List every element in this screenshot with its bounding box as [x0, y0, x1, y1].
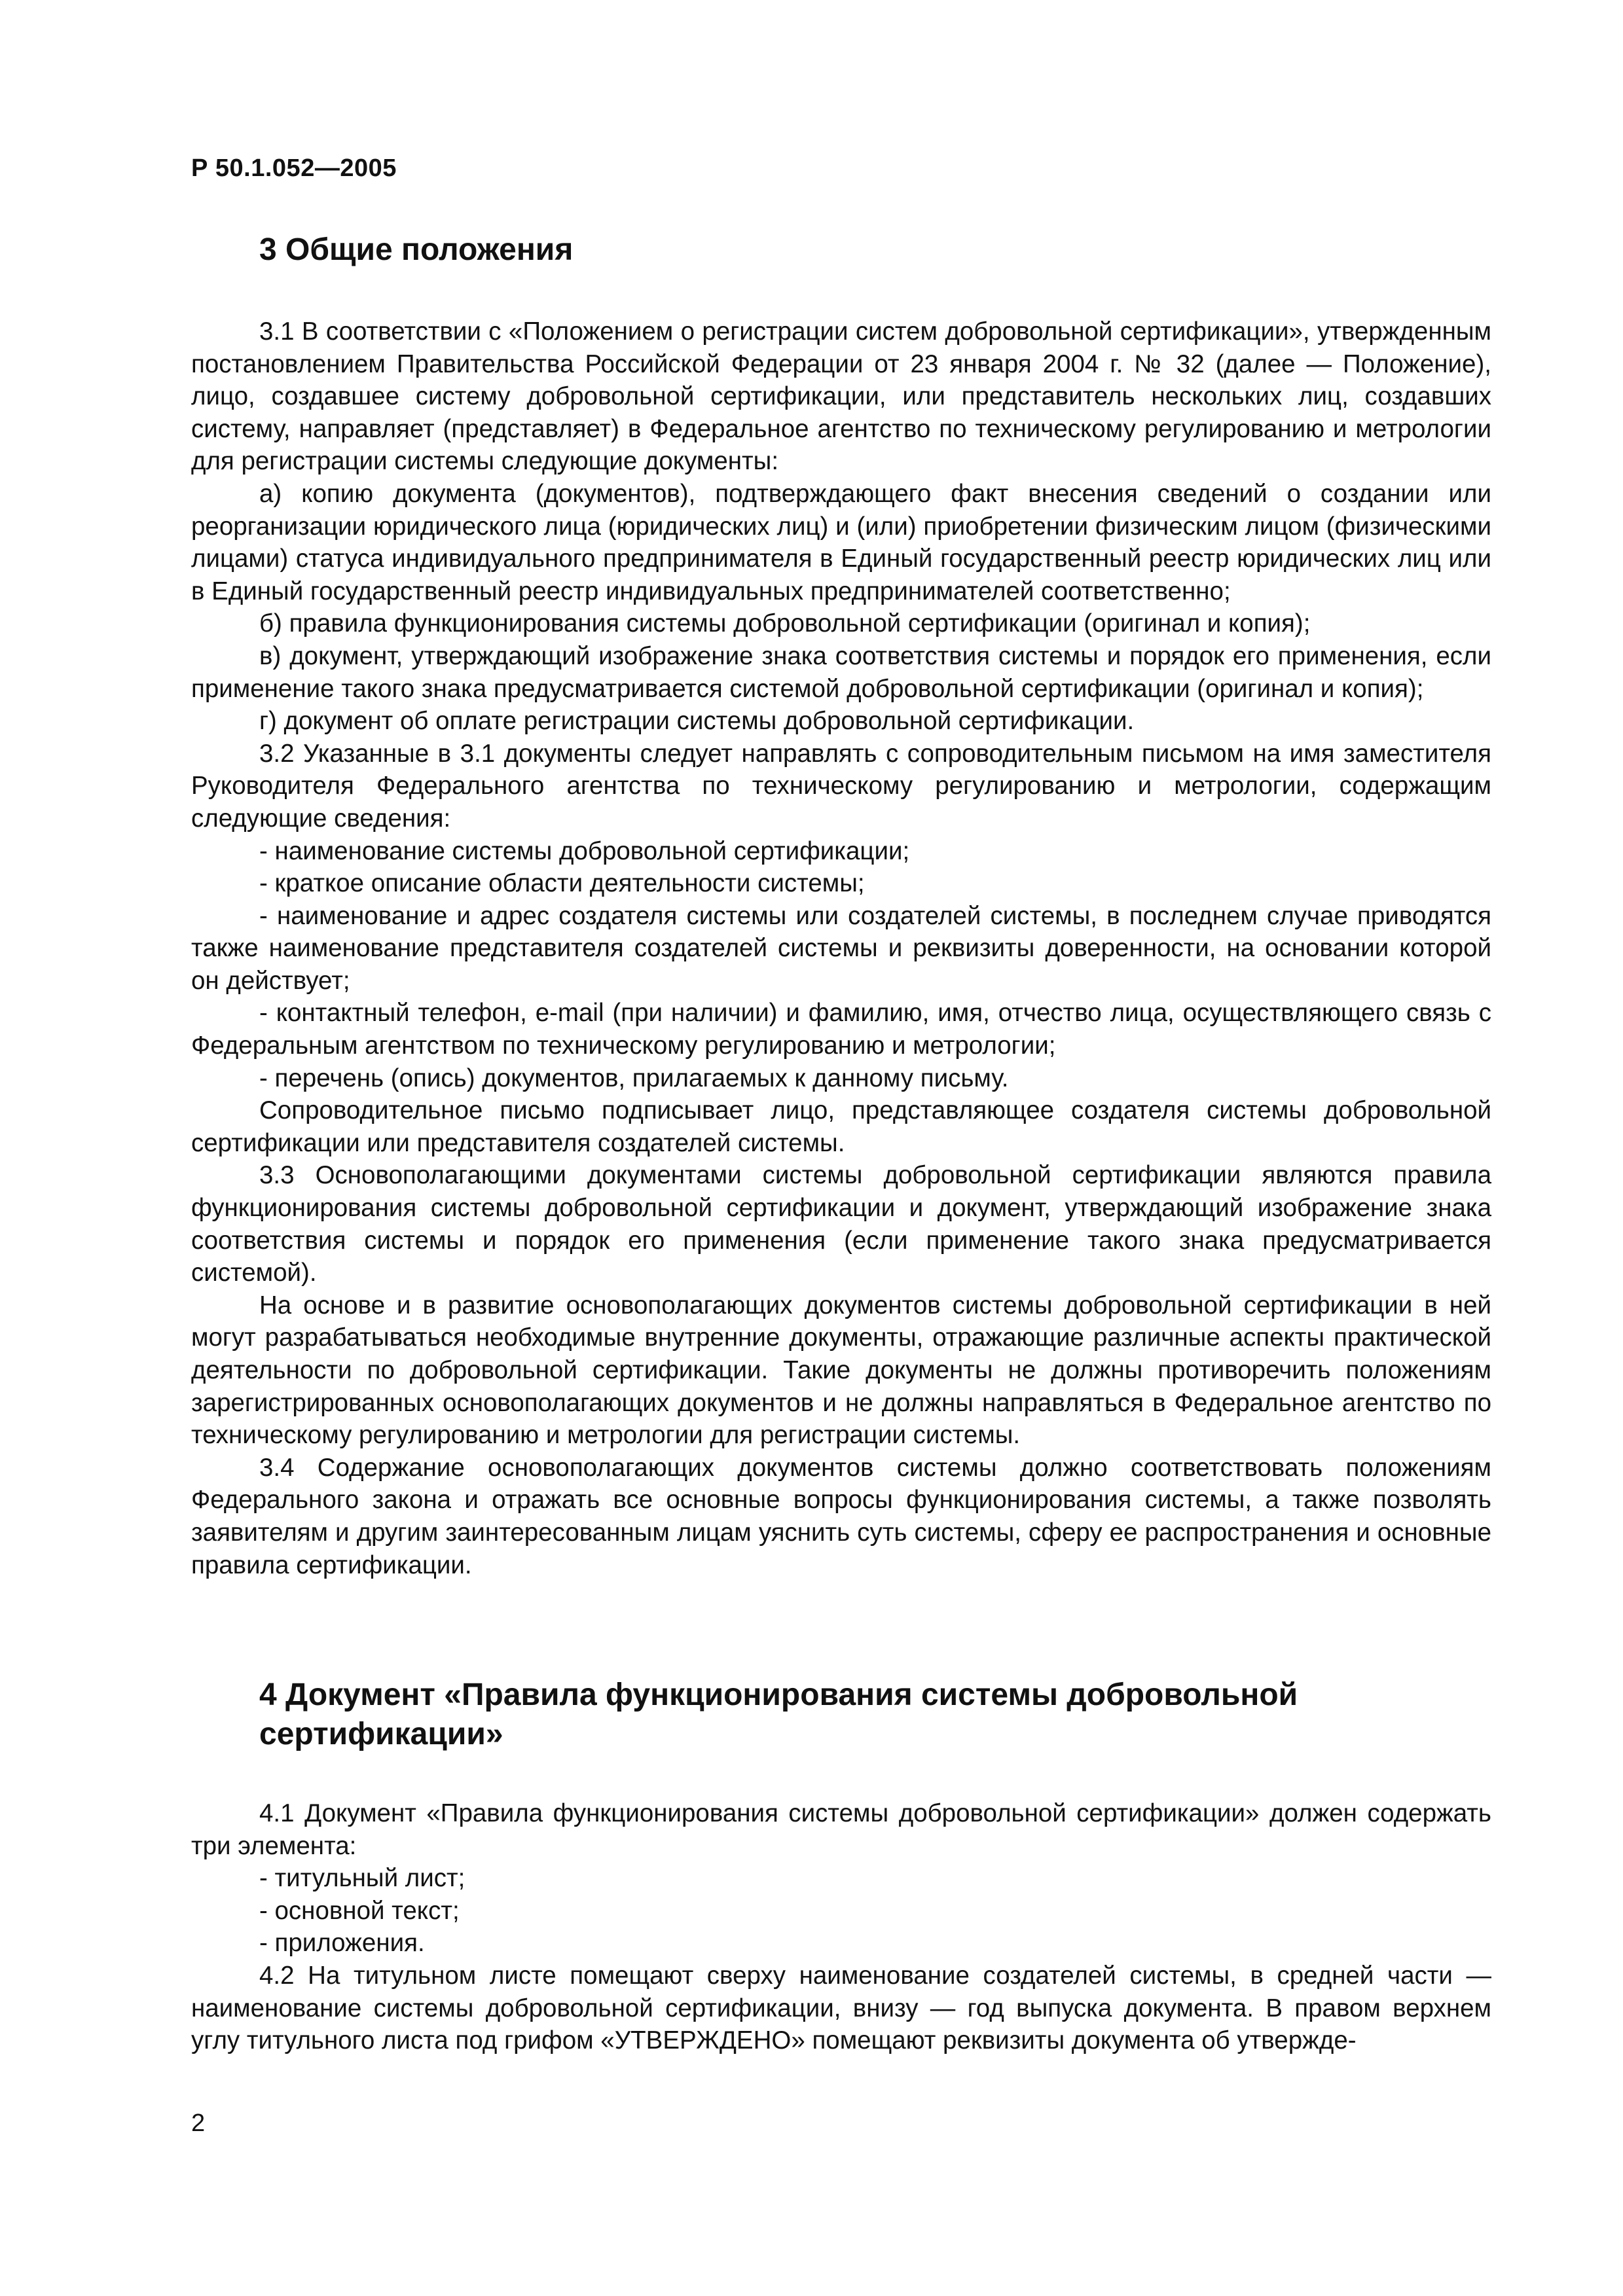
- paragraph-cover-letter: Сопроводительное письмо подписывает лицо, представляющее создателя системы добровольной сертификации или представителя создателей системы.: [191, 1096, 1491, 1157]
- paragraph-3-1: 3.1 В соответствии с «Положением о регистрации систем добровольной сертификации», утвержденным постановлением Правительства Российской Федерации от 23 января 2004 г. № 32 (далее — Положение), лицо, создавшее систему добровольной сертификации, или представитель нескольких лиц, создавших систему, направляет (представляет) в Федеральное агентство по техническому регулированию и метрологии для регистрации системы следующие документы:: [191, 317, 1491, 476]
- paragraph-3-2: 3.2 Указанные в 3.1 документы следует направлять с сопроводительным письмом на имя заместителя Руководителя Федерального агентства по техническому регулированию и метрологии, содержащим следующие сведения:: [191, 739, 1491, 833]
- dash-item-main-text: - основной текст;: [259, 1896, 460, 1925]
- paragraph-3-3: 3.3 Основополагающими документами системы добровольной сертификации являются правила функционирования системы добровольной сертификации и документ, утверждающий изображение знака соответствия системы и порядок его применения (если применение такого знака предусматривается системой).: [191, 1161, 1491, 1287]
- section-4: [191, 1676, 1491, 2057]
- document-code: Р 50.1.052—2005: [191, 154, 397, 182]
- paragraph-4-1: 4.1 Документ «Правила функционирования системы добровольной сертификации» должен содержать три элемента:: [191, 1799, 1491, 1860]
- dash-item-document-list: - перечень (опись) документов, прилагаемых к данному письму.: [259, 1064, 1009, 1092]
- dash-item-system-name: - наименование системы добровольной сертификации;: [259, 836, 910, 865]
- list-item-g: г) документ об оплате регистрации системы добровольной сертификации.: [259, 707, 1135, 736]
- dash-item-contacts: - контактный телефон, e-mail (при наличии) и фамилию, имя, отчество лица, осуществляющего связь с Федеральным агентством по техническому регулированию и метрологии;: [191, 999, 1491, 1060]
- dash-item-creator-address: - наименование и адрес создателя системы или создателей системы, в последнем случае приводятся также наименование представителя создателей системы и реквизиты доверенности, на основании которой он действует;: [191, 901, 1491, 995]
- dash-item-title-page: - титульный лист;: [259, 1864, 465, 1893]
- paragraph-3-4: 3.4 Содержание основополагающих документов системы должно соответствовать положениям Федерального закона и отражать все основные вопросы функционирования системы, а также позволять заявителям и другим заинтересованным лицам уяснить суть системы, сферу ее распространения и основные правила сертификации.: [191, 1453, 1491, 1579]
- list-item-v: в) документ, утверждающий изображение знака соответствия системы и порядок его применения, если применение такого знака предусматривается системой добровольной сертификации (оригинал и копия);: [191, 641, 1491, 703]
- dash-item-scope: - краткое описание области деятельности системы;: [259, 869, 865, 898]
- page-number: 2: [191, 2109, 206, 2137]
- paragraph-4-2: 4.2 На титульном листе помещают сверху наименование создателей системы, в средней части — наименование системы добровольной сертификации, внизу — год выпуска документа. В правом верхнем углу титульного листа под грифом «УТВЕРЖДЕНО» помещают реквизиты документа об утвержде-: [191, 1961, 1491, 2055]
- dash-item-appendices: - приложения.: [259, 1929, 425, 1958]
- section-3-title: 3 Общие положения: [259, 232, 574, 267]
- list-item-b: б) правила функционирования системы добровольной сертификации (оригинал и копия);: [259, 609, 1311, 638]
- list-item-a: а) копию документа (документов), подтверждающего факт внесения сведений о создании или реорганизации юридического лица (юридических лиц) и (или) приобретении физическим лицом (физическими лицами) статуса индивидуального предпринимателя в Единый государственный реестр юридических лиц или в Единый государственный реестр индивидуальных предпринимателей соответственно;: [191, 479, 1491, 605]
- paragraph-internal-documents: На основе и в развитие основополагающих документов системы добровольной сертификации в ней могут разрабатываться необходимые внутренние документы, отражающие различные аспекты практической деятельности по добровольной сертификации. Такие документы не должны противоречить положениям зарегистрированных основополагающих документов и не должны направляться в Федеральное агентство по техническому регулированию и метрологии для регистрации системы.: [191, 1291, 1491, 1450]
- section-4-title: 4 Документ «Правила функционирования системы добровольной сертификации»: [259, 1677, 1298, 1751]
- section-3: [191, 230, 1491, 1581]
